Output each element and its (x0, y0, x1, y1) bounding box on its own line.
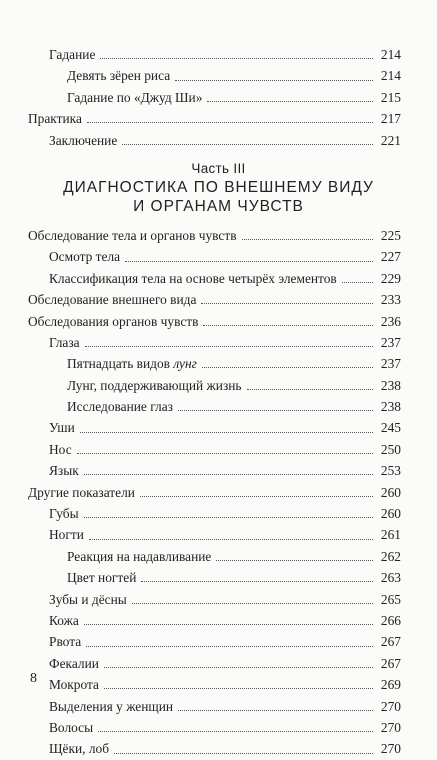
toc-entry (0, 439, 437, 460)
toc-entry (0, 460, 437, 481)
dot-leader (104, 667, 373, 668)
toc-entry-page: 237 (380, 356, 401, 372)
toc-entry (0, 225, 437, 246)
toc-entry-title: Лунг, поддерживающий жизнь (67, 377, 242, 393)
toc-entry-title: Зубы и дёсны (49, 591, 127, 607)
toc-entry-title: Практика (28, 111, 82, 127)
toc-entry-page: 236 (380, 313, 401, 329)
toc-entry (0, 44, 437, 65)
part-header (0, 159, 437, 225)
dot-leader (178, 410, 373, 411)
toc-entry-title-italic: лунг (173, 356, 197, 372)
toc-entry (0, 524, 437, 545)
toc-entry-title: Обследование внешнего вида (28, 292, 197, 308)
toc-entry-title: Пятнадцать видов лунг (67, 356, 197, 372)
dot-leader (122, 144, 373, 145)
dot-leader (104, 688, 373, 689)
toc-entry-line (49, 417, 401, 438)
toc-entry-title: Заключение (49, 132, 118, 148)
dot-leader (141, 581, 373, 582)
toc-entry-line (49, 130, 401, 151)
toc-entry-title: Фекалии (49, 655, 99, 671)
dot-leader (242, 239, 373, 240)
dot-leader (84, 517, 373, 518)
dot-leader (178, 710, 373, 711)
toc-entry-title: Выделения у женщин (49, 698, 174, 714)
toc-entry-title: Гадание (49, 47, 96, 62)
toc-entry-line (49, 610, 401, 631)
toc-entry (0, 717, 437, 738)
toc-entry-page: 237 (380, 334, 401, 350)
toc-entry (0, 503, 437, 524)
dot-leader (125, 261, 373, 262)
toc-entry-line (49, 44, 401, 65)
toc-entry (0, 268, 437, 289)
toc-entry-line (67, 353, 401, 374)
toc-section-top (0, 44, 437, 151)
toc-entry-page: 253 (380, 463, 401, 479)
toc-entry-line (49, 674, 401, 695)
toc-entry-page: 262 (380, 548, 401, 564)
toc-entry-page: 260 (380, 484, 401, 500)
toc-entry (0, 567, 437, 588)
toc-entry (0, 631, 437, 652)
toc-entry-title: Девять зёрен риса (67, 68, 171, 84)
dot-leader (342, 282, 373, 283)
toc-entry-title: Классификация тела на основе четырёх элементов (49, 270, 337, 286)
toc-entry-title: Уши (49, 420, 75, 436)
toc-entry-title: Волосы (49, 719, 94, 735)
dot-leader (203, 325, 373, 326)
toc-entry-page: 270 (380, 719, 401, 735)
dot-leader (175, 80, 373, 81)
toc-entry (0, 696, 437, 717)
toc-entry (0, 738, 437, 759)
toc-entry-page: 260 (380, 506, 401, 522)
toc-entry-page: 270 (380, 698, 401, 714)
toc-entry-page: 265 (380, 591, 401, 607)
toc-entry (0, 246, 437, 267)
dot-leader (100, 58, 373, 59)
toc-entry-title: Обследование тела и органов чувств (28, 227, 237, 243)
toc-entry-title: Исследование глаз (67, 399, 173, 415)
page-number: 8 (30, 671, 37, 686)
dot-leader (202, 367, 373, 368)
toc-entry-line (67, 65, 401, 86)
toc-entry-page: 238 (380, 377, 401, 393)
part-number: Часть III (191, 160, 246, 176)
toc-entry-page: 250 (380, 441, 401, 457)
toc-entry-line (49, 246, 401, 267)
dot-leader (85, 346, 373, 347)
toc-entry-page: 217 (380, 111, 401, 127)
toc-entry (0, 65, 437, 86)
toc-entry-title: Обследования органов чувств (28, 313, 199, 329)
toc-entry (0, 674, 437, 695)
toc-entry (0, 289, 437, 310)
toc-entry (0, 653, 437, 674)
toc-entry-line (28, 289, 401, 310)
toc-entry-line (49, 631, 401, 652)
toc-entry-title: Осмотр тела (49, 249, 121, 265)
dot-leader (132, 603, 373, 604)
toc-entry-line (49, 653, 401, 674)
part-title-line-2: И ОРГАНАМ ЧУВСТВ (133, 198, 304, 216)
dot-leader (207, 101, 373, 102)
toc-entry-line (67, 567, 401, 588)
dot-leader (201, 303, 373, 304)
toc-entry-title: Гадание по «Джуд Ши» (67, 89, 203, 105)
toc-entry-title: Цвет ногтей (67, 570, 137, 586)
toc-entry-page: 221 (380, 132, 401, 148)
toc-entry (0, 130, 437, 151)
toc-entry-line (49, 503, 401, 524)
toc-entry-line (49, 439, 401, 460)
toc-entry (0, 396, 437, 417)
toc-entry-title: Мокрота (49, 677, 99, 693)
toc-entry-line (67, 396, 401, 417)
toc-entry-page: 229 (380, 270, 401, 286)
dot-leader (84, 624, 373, 625)
dot-leader (140, 496, 373, 497)
toc-entry-page: 215 (380, 89, 401, 105)
toc-entry-page: 261 (380, 527, 401, 543)
toc-entry-line (49, 332, 401, 353)
toc-entry (0, 546, 437, 567)
toc-entry-line (67, 87, 401, 108)
dot-leader (84, 474, 373, 475)
toc-entry-page: 225 (380, 227, 401, 243)
toc-entry-line (67, 375, 401, 396)
toc-entry-title: Язык (49, 463, 79, 479)
toc-entry-line (49, 524, 401, 545)
toc-entry-page: 238 (380, 399, 401, 415)
toc-entry (0, 417, 437, 438)
toc-entry-page: 270 (380, 741, 401, 757)
toc-entry-line (49, 696, 401, 717)
toc-entry-line (49, 738, 401, 759)
toc-entry (0, 332, 437, 353)
toc-entry (0, 589, 437, 610)
toc-entry-line (28, 482, 401, 503)
dot-leader (89, 539, 373, 540)
dot-leader (114, 753, 373, 754)
toc-entry-title: Губы (49, 506, 79, 522)
toc-entry (0, 87, 437, 108)
toc-entry-title: Реакция на надавливание (67, 548, 212, 564)
toc-entry (0, 482, 437, 503)
dot-leader (77, 453, 373, 454)
toc-entry-title: Другие показатели (28, 484, 135, 500)
toc-entry (0, 610, 437, 631)
toc-entry-page: 227 (380, 249, 401, 265)
toc-entry-title: Ногти (49, 527, 84, 543)
toc-entry-page: 267 (380, 634, 401, 650)
toc-entry-page: 269 (380, 677, 401, 693)
toc-entry-line (28, 225, 401, 246)
toc-entry (0, 375, 437, 396)
toc-entry-page: 214 (380, 68, 401, 84)
dot-leader (247, 389, 373, 390)
toc-section-bottom (0, 225, 437, 760)
toc-entry-title: Нос (49, 441, 72, 457)
toc-entry-line (49, 589, 401, 610)
toc-entry-page: 233 (380, 292, 401, 308)
toc-entry (0, 108, 437, 129)
toc-entry-page: 245 (380, 420, 401, 436)
dot-leader (98, 731, 373, 732)
dot-leader (86, 646, 373, 647)
toc-entry-line (49, 460, 401, 481)
toc-entry-title: Щёки, лоб (49, 741, 110, 757)
part-title (0, 178, 437, 217)
toc-entry-page: 214 (380, 47, 401, 62)
toc-entry-page: 266 (380, 612, 401, 628)
toc-entry-title: Глаза (49, 334, 80, 350)
toc-entry-line (49, 717, 401, 738)
dot-leader (87, 122, 373, 123)
toc-entry-title: Кожа (49, 612, 79, 628)
toc-entry (0, 311, 437, 332)
toc-entry-page: 267 (380, 655, 401, 671)
part-title-line-1: ДИАГНОСТИКА ПО ВНЕШНЕМУ ВИДУ (63, 178, 374, 196)
toc-entry (0, 353, 437, 374)
toc-entry-line (67, 546, 401, 567)
dot-leader (80, 432, 373, 433)
dot-leader (216, 560, 373, 561)
toc-entry-line (28, 311, 401, 332)
table-of-contents (0, 44, 437, 760)
toc-entry-line (28, 108, 401, 129)
toc-entry-line (49, 268, 401, 289)
toc-entry-title: Рвота (49, 634, 82, 650)
toc-entry-page: 263 (380, 570, 401, 586)
